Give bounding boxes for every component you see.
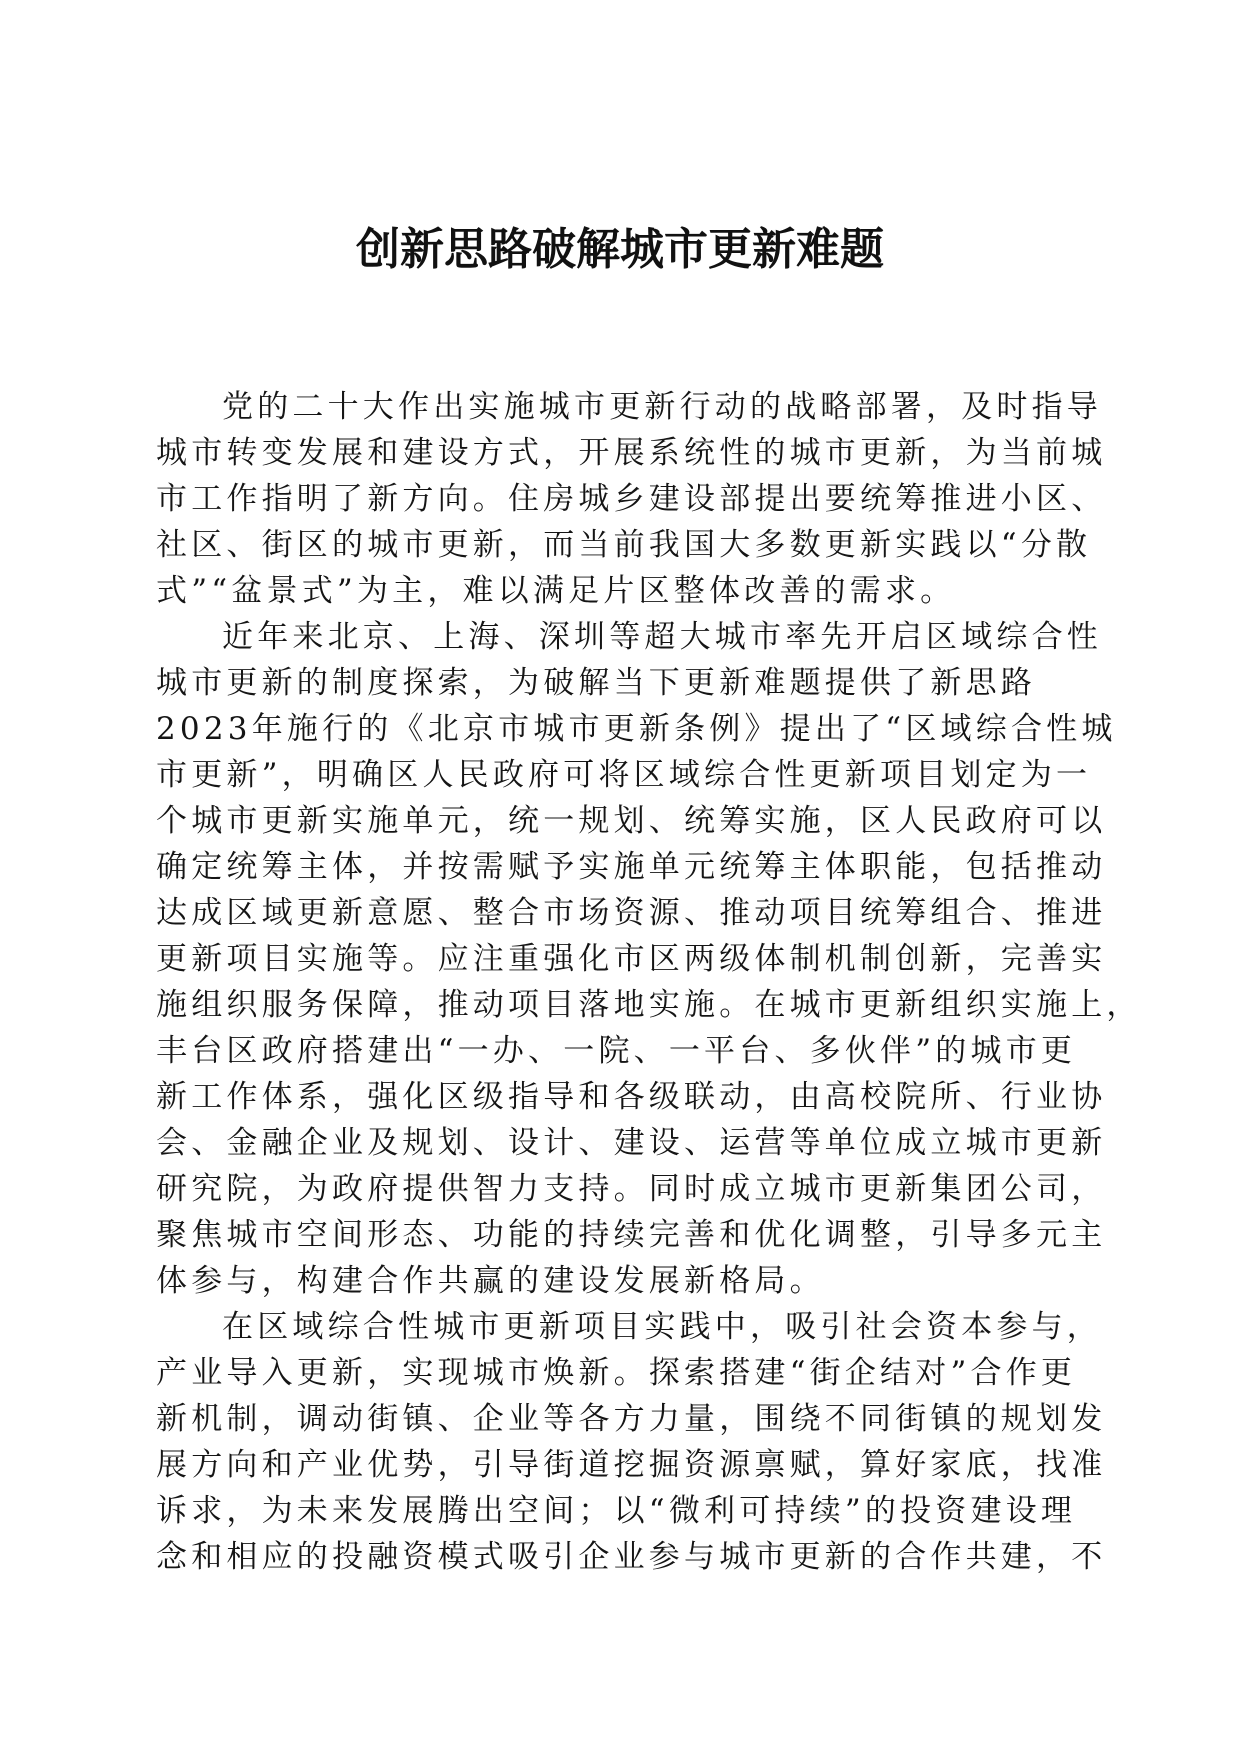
paragraph-3-line-5: 诉求，为未来发展腾出空间；以“微利可持续”的投资建设理 [156, 1493, 1077, 1529]
paragraph-2-line-9: 施组织服务保障，推动项目落地实施。在城市更新组织实施上， [156, 987, 1142, 1023]
document-body [156, 384, 1142, 1580]
paragraph-2-line-1: 近年来北京、上海、深圳等超大城市率先开启区域综合性 [222, 619, 1102, 655]
paragraph-2-line-8: 更新项目实施等。应注重强化市区两级体制机制创新，完善实 [156, 941, 1107, 977]
paragraph-2-line-14: 聚焦城市空间形态、功能的持续完善和优化调整，引导多元主 [156, 1217, 1107, 1253]
paragraph-2-line-11: 新工作体系，强化区级指导和各级联动，由高校院所、行业协 [156, 1079, 1107, 1115]
paragraph-3-line-4: 展方向和产业优势，引导街道挖掘资源禀赋，算好家底，找准 [156, 1447, 1107, 1483]
paragraph-1-line-1: 党的二十大作出实施城市更新行动的战略部署，及时指导 [222, 389, 1102, 425]
paragraph-2-line-7: 达成区域更新意愿、整合市场资源、推动项目统筹组合、推进 [156, 895, 1107, 931]
paragraph-1-line-5: 式”“盆景式”为主，难以满足片区整体改善的需求。 [156, 573, 956, 609]
paragraph-2-line-15: 体参与，构建合作共赢的建设发展新格局。 [156, 1263, 825, 1299]
paragraph-3-line-6: 念和相应的投融资模式吸引企业参与城市更新的合作共建，不 [156, 1539, 1107, 1575]
paragraph-3-line-2: 产业导入更新，实现城市焕新。探索搭建“街企结对”合作更 [156, 1355, 1077, 1391]
paragraph-2-line-5: 个城市更新实施单元，统一规划、统筹实施，区人民政府可以 [156, 803, 1107, 839]
paragraph-1-line-3: 市工作指明了新方向。住房城乡建设部提出要统筹推进小区、 [156, 481, 1107, 517]
paragraph-1-line-4: 社区、街区的城市更新，而当前我国大多数更新实践以“分散 [156, 527, 1092, 563]
paragraph-2-line-3: 2023年施行的《北京市城市更新条例》提出了“区域综合性城 [156, 711, 1117, 747]
paragraph-2-line-6: 确定统筹主体，并按需赋予实施单元统筹主体职能，包括推动 [156, 849, 1107, 885]
document-title: 创新思路破解城市更新难题 [356, 224, 884, 275]
paragraph-2-line-10: 丰台区政府搭建出“一办、一院、一平台、多伙伴”的城市更 [156, 1033, 1077, 1069]
paragraph-3-line-3: 新机制，调动街镇、企业等各方力量，围绕不同街镇的规划发 [156, 1401, 1107, 1437]
paragraph-2-line-4: 市更新”，明确区人民政府可将区域综合性更新项目划定为一 [156, 757, 1092, 793]
paragraph-3-line-1: 在区域综合性城市更新项目实践中，吸引社会资本参与， [222, 1309, 1102, 1345]
paragraph-2-line-2: 城市更新的制度探索，为破解当下更新难题提供了新思路 [156, 665, 1036, 701]
paragraph-2-line-12: 会、金融企业及规划、设计、建设、运营等单位成立城市更新 [156, 1125, 1107, 1161]
paragraph-2-line-13: 研究院，为政府提供智力支持。同时成立城市更新集团公司， [156, 1171, 1107, 1207]
paragraph-1-line-2: 城市转变发展和建设方式，开展系统性的城市更新，为当前城 [156, 435, 1107, 471]
